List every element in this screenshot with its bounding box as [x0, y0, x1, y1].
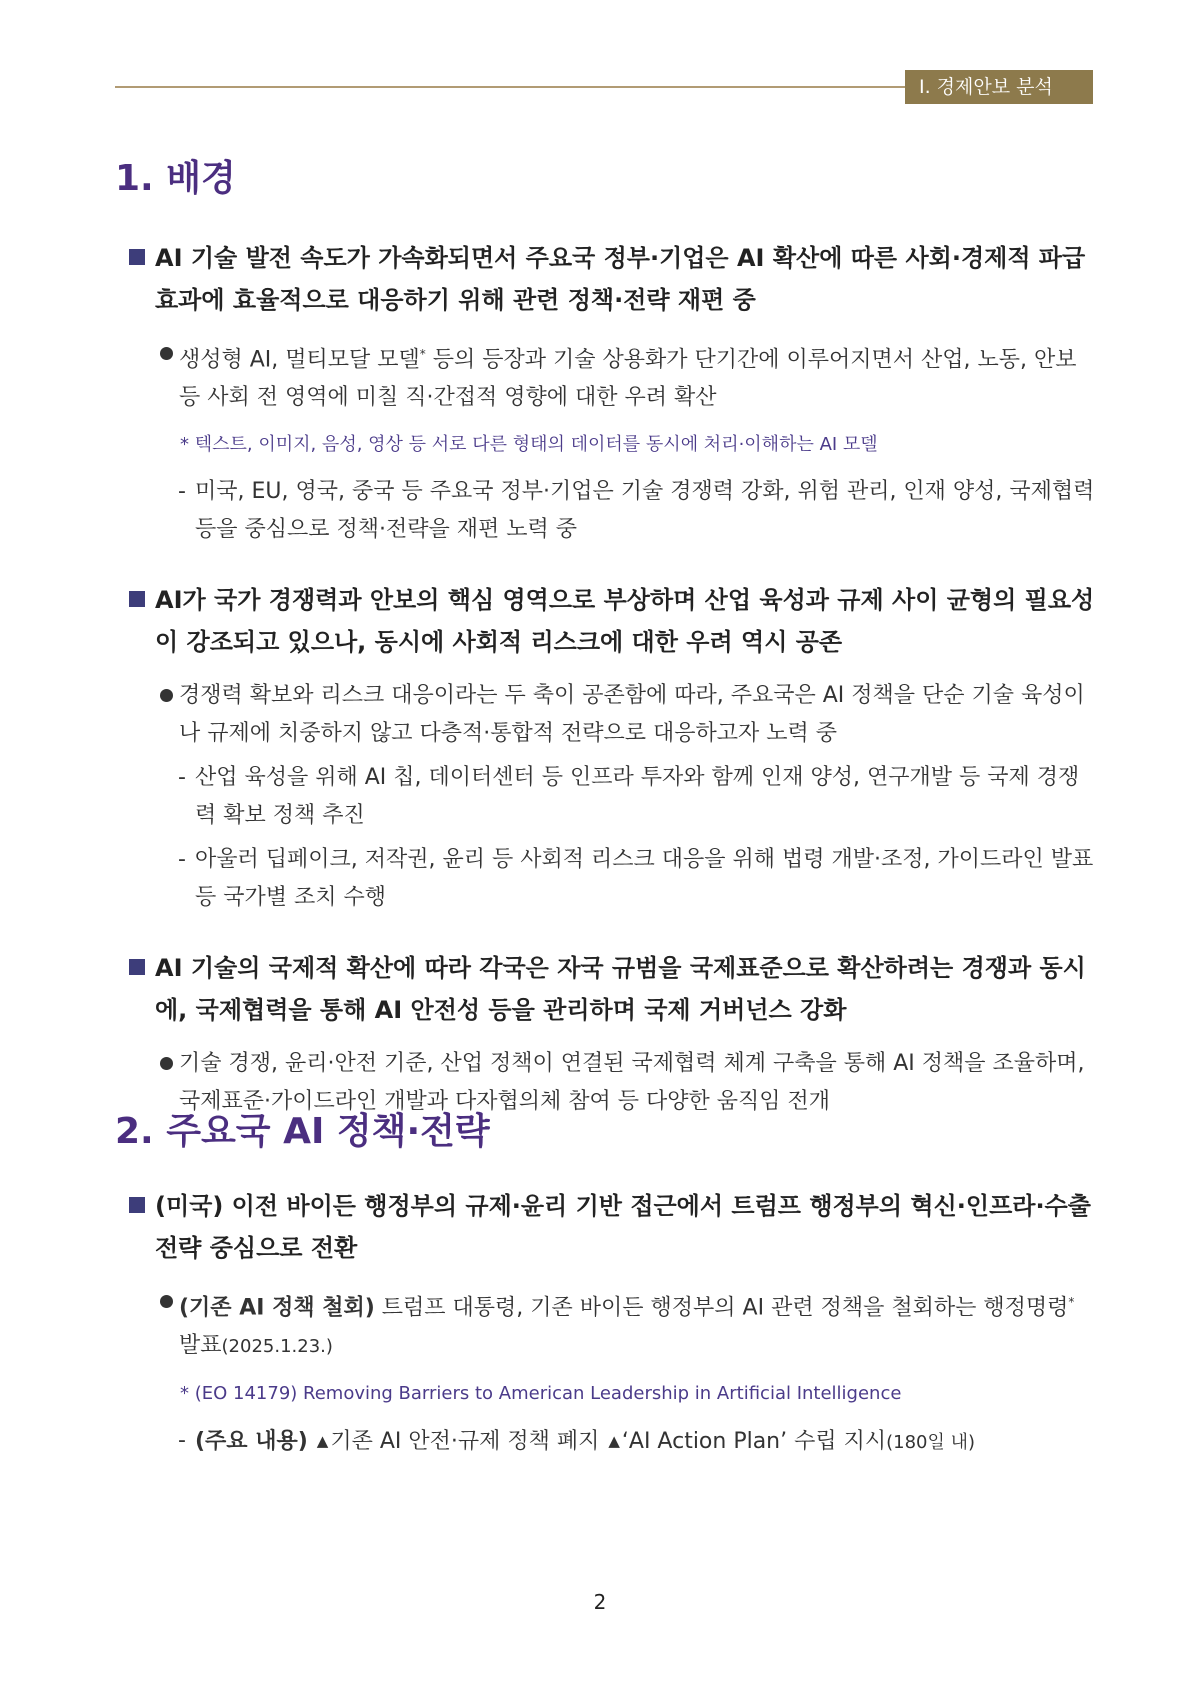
bullet-text: 기술 경쟁, 윤리·안전 기준, 산업 정책이 연결된 국제협력 체계 구축을 통해 AI 정책을 조율하며, 국제표준·가이드라인 개발과 다자협의체 참여 등 다양한 움직임 전개 — [179, 1051, 1085, 1115]
bullet-text-end: 발표 — [179, 1333, 222, 1359]
section-tag: Ⅰ. 경제안보 분석 — [905, 70, 1093, 104]
header-rule — [115, 86, 905, 88]
bullet-text: 트럼프 대통령, 기존 바이든 행정부의 AI 관련 정책을 철회하는 행정명령 — [374, 1295, 1069, 1321]
dash-part2: ‘AI Action Plan’ 수립 지시 — [621, 1429, 887, 1455]
round-bullet-item — [115, 335, 1095, 417]
bullet-lead: (기존 AI 정책 철회) — [179, 1295, 375, 1321]
round-bullet-item — [115, 677, 1095, 753]
bullet-text-end: 등의 등장과 기술 상용화가 단기간에 이루어지면서 산업, 노동, 안보 등 사회 전 영역에 미칠 직·간접적 영향에 대한 우려 확산 — [179, 347, 1077, 411]
footnote: * 텍스트, 이미지, 음성, 영상 등 서로 다른 형태의 데이터를 동시에 처리·이해하는 AI 모델 — [180, 434, 878, 456]
dash-lead: (주요 내용) — [195, 1429, 308, 1455]
section2-heading: 2. 주요국 AI 정책·전략 — [115, 1111, 490, 1152]
round-bullet-item — [115, 1283, 1095, 1366]
dash-item — [115, 841, 1095, 917]
bullet-text-start: 생성형 AI, 멀티모달 모델 — [179, 347, 420, 373]
square-bullet-icon — [129, 591, 145, 607]
section1-heading: 1. 배경 — [115, 158, 236, 199]
item-text: AI 기술 발전 속도가 가속화되면서 주요국 정부·기업은 AI 확산에 따른 사회·경제적 파급 효과에 효율적으로 대응하기 위해 관련 정책·전략 재편 중 — [155, 244, 1086, 314]
square-bullet-item — [115, 1185, 1095, 1269]
item-text: AI가 국가 경쟁력과 안보의 핵심 영역으로 부상하며 산업 육성과 규제 사이 균형의 필요성이 강조되고 있으나, 동시에 사회적 리스크에 대한 우려 역시 공존 — [155, 586, 1095, 657]
square-bullet-item — [115, 579, 1095, 663]
dash-marker: - — [178, 765, 186, 791]
item-text: AI 기술의 국제적 확산에 따라 각국은 자국 규범을 국제표준으로 확산하려는 경쟁과 동시에, 국제협력을 통해 AI 안전성 등을 관리하며 국제 거버넌스 강화 — [155, 954, 1086, 1025]
bullet-text: 경쟁력 확보와 리스크 대응이라는 두 축이 공존함에 따라, 주요국은 AI 정책을 단순 기술 육성이나 규제에 치중하지 않고 다층적·통합적 전략으로 대응하고자 노력 중 — [179, 683, 1085, 747]
round-bullet-icon — [160, 1295, 173, 1308]
footnote-marker: * — [419, 347, 426, 361]
square-bullet-icon — [129, 1197, 145, 1213]
footnote: * (EO 14179) Removing Barriers to American Leadership in Artificial Intelligence — [180, 1383, 902, 1405]
footnote-marker: * — [1068, 1295, 1075, 1309]
bullet-date: (2025.1.23.) — [221, 1336, 333, 1358]
square-bullet-item — [115, 947, 1095, 1031]
dash-text: 미국, EU, 영국, 중국 등 주요국 정부·기업은 기술 경쟁력 강화, 위험 관리, 인재 양성, 국제협력 등을 중심으로 정책·전략을 재편 노력 중 — [195, 479, 1095, 543]
dash-marker: - — [178, 847, 186, 873]
dash-text: 아울러 딥페이크, 저작권, 윤리 등 사회적 리스크 대응을 위해 법령 개발·조정, 가이드라인 발표 등 국가별 조치 수행 — [195, 847, 1094, 911]
item-text: (미국) 이전 바이든 행정부의 규제·윤리 기반 접근에서 트럼프 행정부의 혁신·인프라·수출 전략 중심으로 전환 — [155, 1192, 1091, 1262]
triangle-icon: ▲ — [608, 1432, 620, 1451]
round-bullet-icon — [160, 347, 173, 360]
dash-paren: (180일 내) — [886, 1432, 976, 1454]
square-bullet-item — [115, 237, 1095, 321]
dash-part1: 기존 AI 안전·규제 정책 폐지 — [330, 1429, 600, 1455]
dash-item — [115, 759, 1095, 835]
square-bullet-icon — [129, 959, 145, 975]
page-number: 2 — [593, 1590, 607, 1614]
round-bullet-icon — [160, 1057, 173, 1070]
round-bullet-icon — [160, 689, 173, 702]
square-bullet-icon — [129, 249, 145, 265]
dash-marker: - — [178, 479, 186, 505]
triangle-icon: ▲ — [316, 1432, 329, 1451]
section1-content — [115, 237, 1095, 1121]
section2-content — [115, 1185, 1095, 1462]
dash-text: 산업 육성을 위해 AI 칩, 데이터센터 등 인프라 투자와 함께 인재 양성, 연구개발 등 국제 경쟁력 확보 정책 추진 — [195, 765, 1080, 829]
dash-marker: - — [178, 1428, 186, 1454]
dash-item — [115, 473, 1095, 549]
dash-item — [115, 1422, 1095, 1462]
